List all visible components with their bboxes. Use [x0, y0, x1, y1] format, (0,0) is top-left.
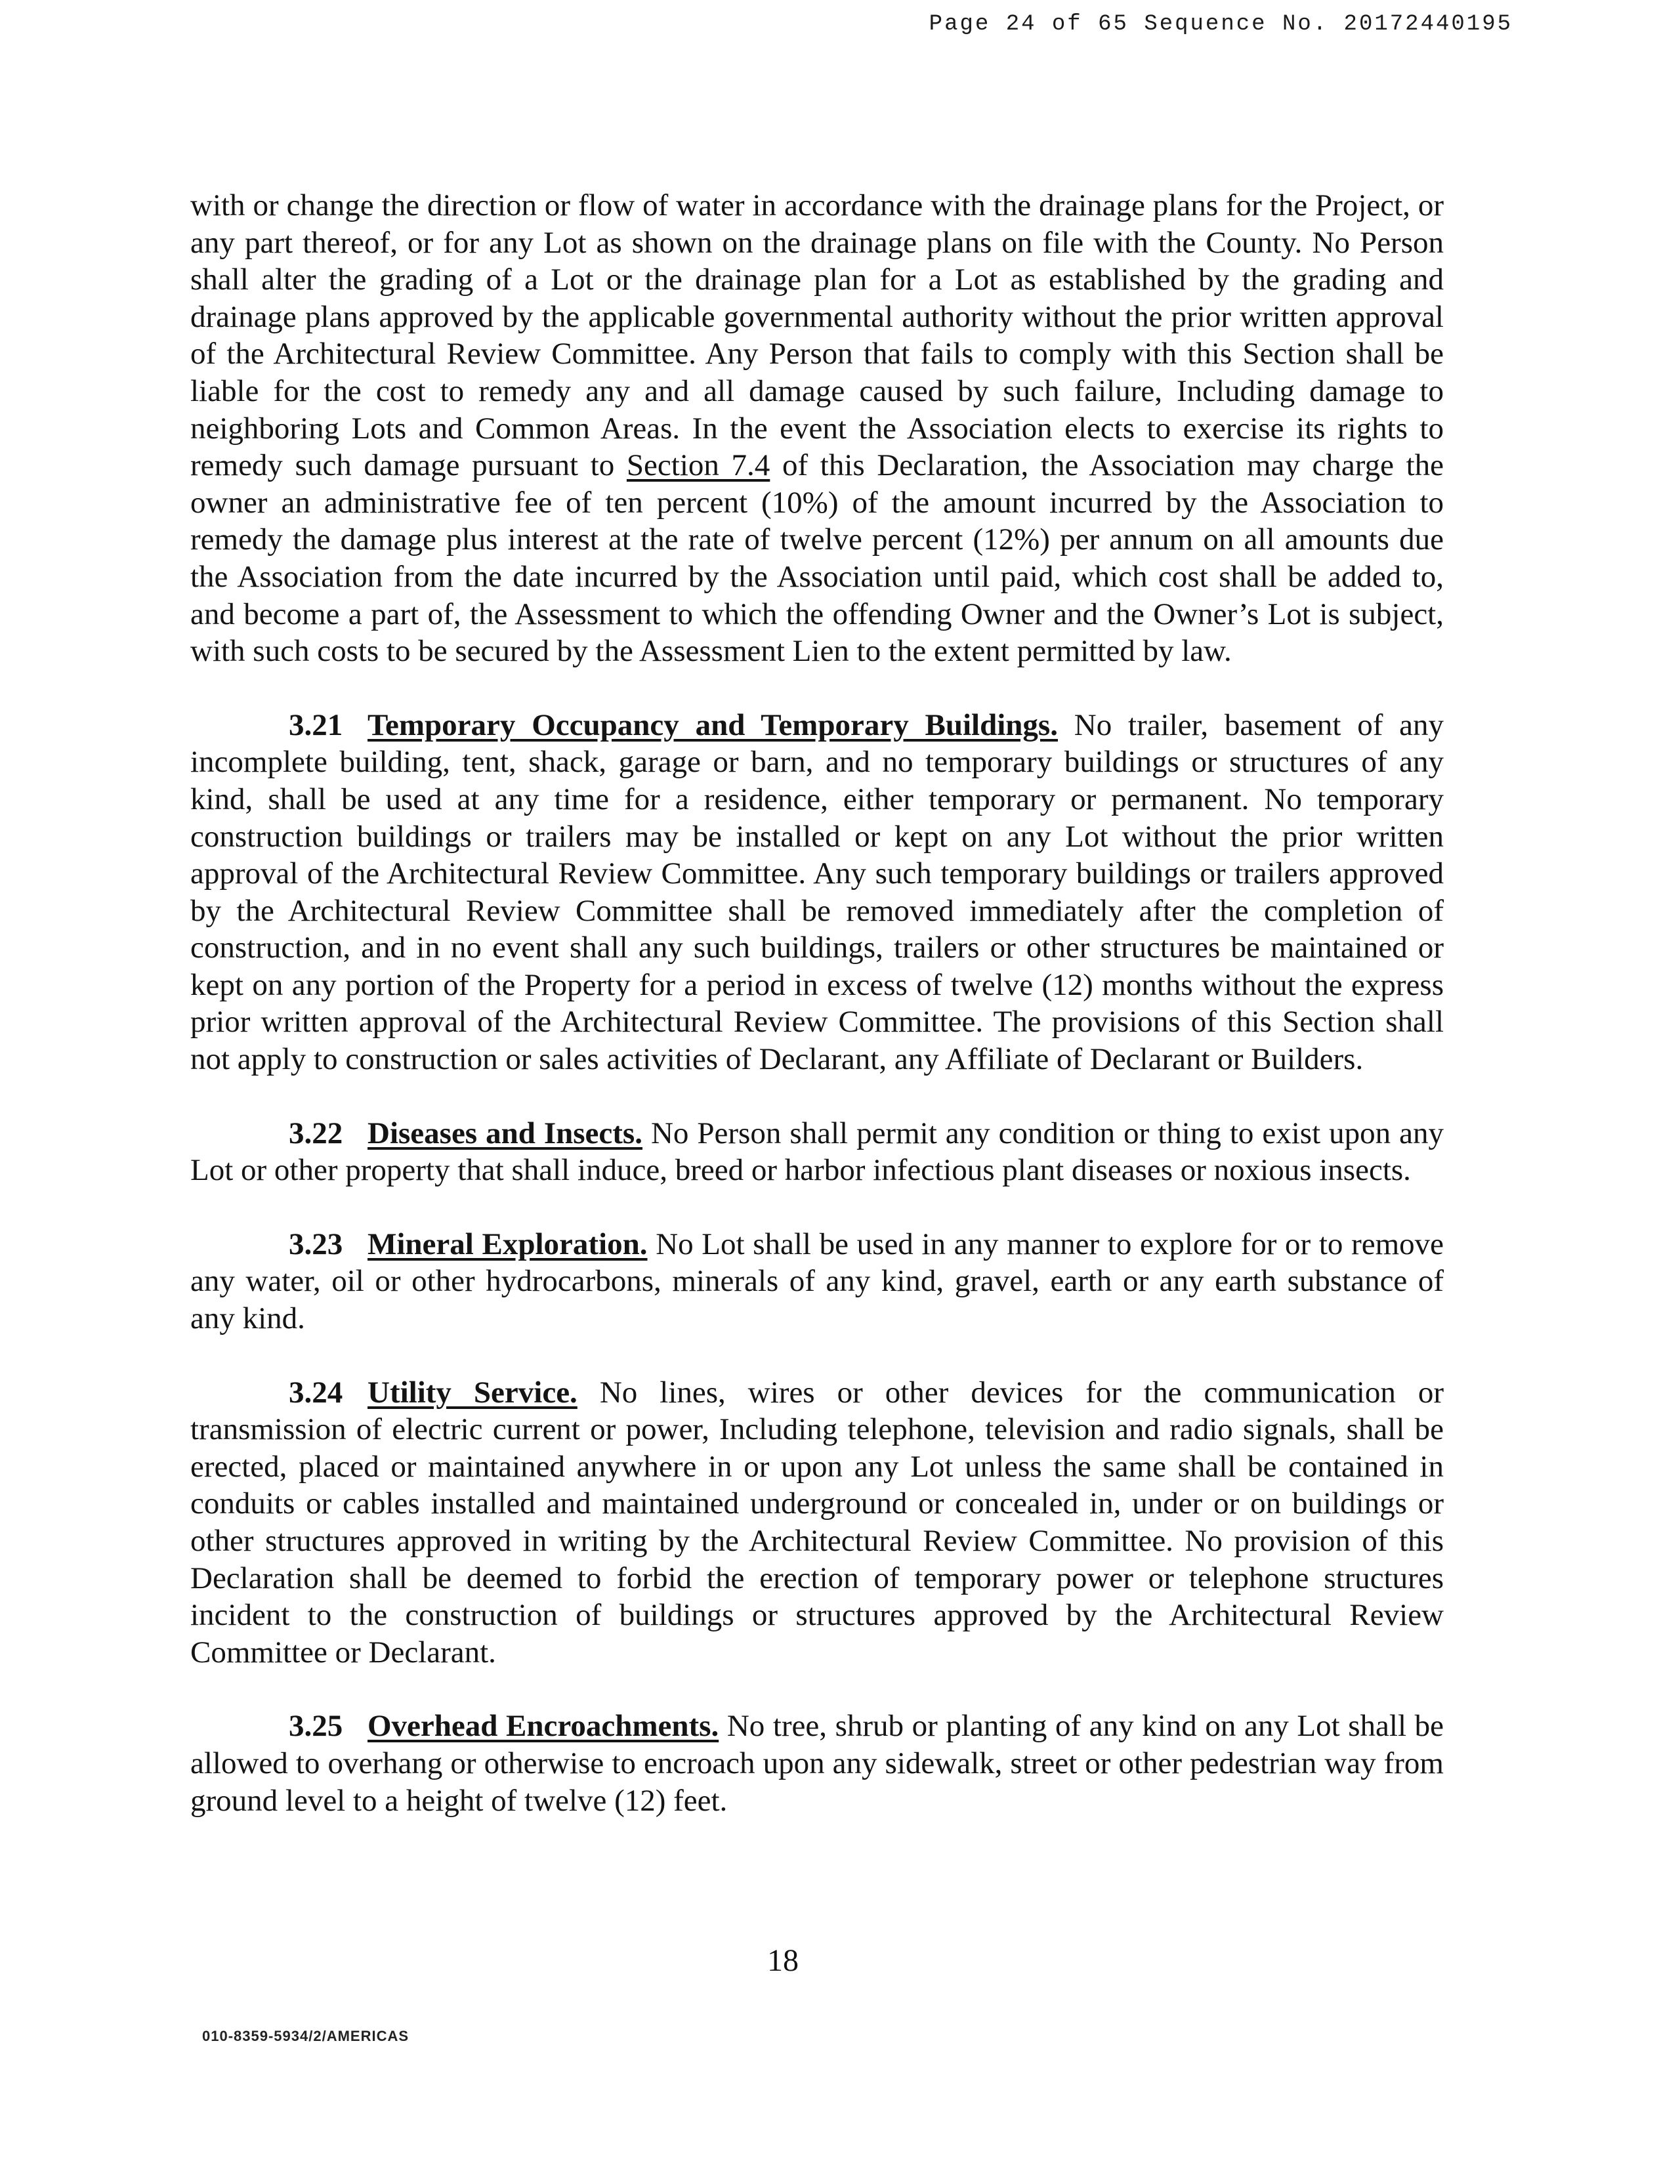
paragraph-text: with or change the direction or flow of water in accordance with the drainage plans for the Project, or any part thereof, or for any Lot as shown on the drainage plans on file with the County. No Person shall alter the grading of a Lot or the drainage plan for a Lot as established by the grading and drainage plans approved by the applicable governmental authority without the prior written approval of the Architectural Review Committee. Any Person that fails to comply with this Section shall be liable for the cost to remedy any and all damage caused by such failure, Including damage to neighboring Lots and Common Areas. In the event the Association elects to exercise its rights to remedy such damage pursuant to	[190, 188, 1444, 483]
page-sequence-header: Page 24 of 65 Sequence No. 20172440195	[929, 12, 1513, 37]
section-3-24	[190, 1374, 1444, 1671]
section-number: 3.22	[289, 1116, 343, 1150]
section-title: Overhead Encroachments.	[368, 1709, 719, 1744]
section-text: No tree, shrub or planting of any kind on any Lot shall be allowed to overhang or otherwise to encroach upon any sidewalk, street or other pedestrian way from ground level to a height of twelve (12) feet.	[190, 1709, 1444, 1818]
section-number: 3.25	[289, 1709, 343, 1744]
section-title: Utility Service.	[368, 1375, 578, 1410]
section-3-23	[190, 1226, 1444, 1337]
section-text: No Person shall permit any condition or thing to exist upon any Lot or other property that shall induce, breed or harbor infectious plant diseases or noxious insects.	[190, 1116, 1444, 1188]
section-title: Temporary Occupancy and Temporary Buildings.	[368, 707, 1058, 742]
section-title: Diseases and Insects.	[368, 1116, 642, 1150]
page-number: 18	[767, 1943, 799, 1978]
section-reference-link: Section 7.4	[626, 448, 770, 483]
section-number: 3.23	[289, 1227, 343, 1261]
section-title: Mineral Exploration.	[368, 1227, 648, 1261]
paragraph-text: of this Declaration, the Association may charge the owner an administrative fee of ten percent (10%) of the amount incurred by the Association to remedy the damage plus interest at the rate of twelve percent (12%) per annum on all amounts due the Association from the date incurred by the Association until paid, which cost shall be added to, and become a part of, the Assessment to which the offending Owner and the Owner’s Lot is subject, with such costs to be secured by the Assessment Lien to the extent permitted by law.	[190, 448, 1444, 669]
continuation-paragraph	[190, 187, 1444, 670]
document-id: 010-8359-5934/2/AMERICAS	[202, 2028, 410, 2044]
section-number: 3.24	[289, 1375, 343, 1410]
section-text: No Lot shall be used in any manner to explore for or to remove any water, oil or other hydrocarbons, minerals of any kind, gravel, earth or any earth substance of any kind.	[190, 1227, 1444, 1336]
section-text: No lines, wires or other devices for the communication or transmission of electric current or power, Including telephone, television and radio signals, shall be erected, placed or maintained anywhere in or upon any Lot unless the same shall be contained in conduits or cables installed and maintained underground or concealed in, under or on buildings or other structures approved in writing by the Architectural Review Committee. No provision of this Declaration shall be deemed to forbid the erection of temporary power or telephone structures incident to the construction of buildings or structures approved by the Architectural Review Committee or Declarant.	[190, 1375, 1444, 1670]
document-body	[190, 187, 1444, 1856]
section-3-25	[190, 1708, 1444, 1819]
section-3-21	[190, 707, 1444, 1078]
section-number: 3.21	[289, 707, 343, 742]
section-text: No trailer, basement of any incomplete building, tent, shack, garage or barn, and no temporary buildings or structures of any kind, shall be used at any time for a residence, either temporary or permanent. No temporary construction buildings or trailers may be installed or kept on any Lot without the prior written approval of the Architectural Review Committee. Any such temporary buildings or trailers approved by the Architectural Review Committee shall be removed immediately after the completion of construction, and in no event shall any such buildings, trailers or other structures be maintained or kept on any portion of the Property for a period in excess of twelve (12) months without the express prior written approval of the Architectural Review Committee. The provisions of this Section shall not apply to construction or sales activities of Declarant, any Affiliate of Declarant or Builders.	[190, 707, 1444, 1077]
section-3-22	[190, 1115, 1444, 1189]
